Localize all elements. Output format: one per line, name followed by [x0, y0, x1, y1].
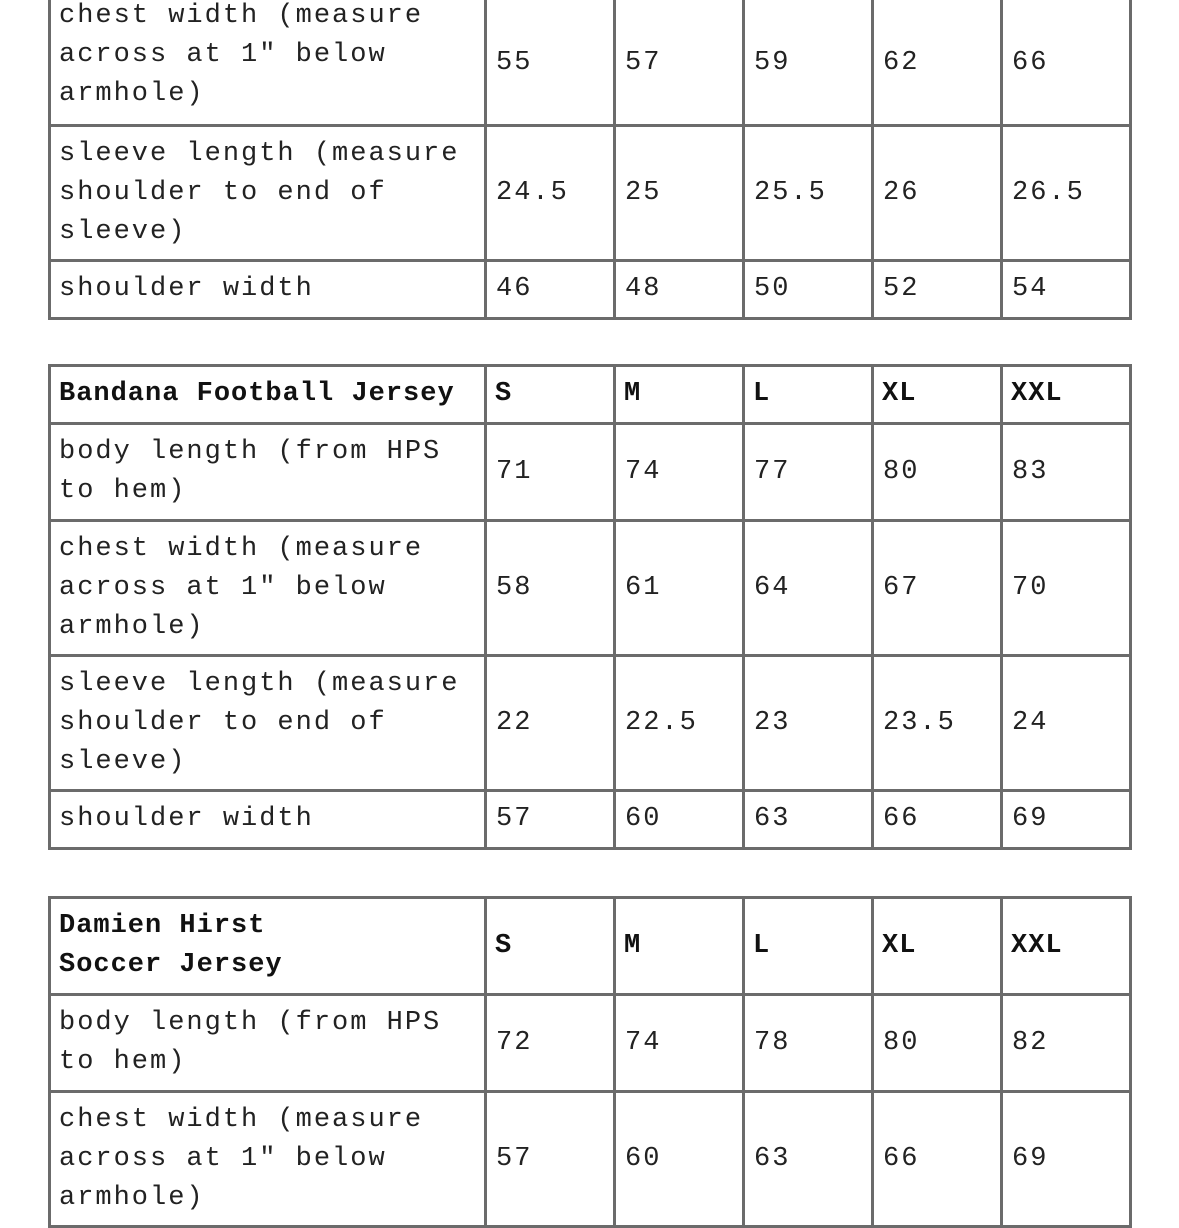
size-value: 57	[486, 791, 615, 849]
size-value: 57	[615, 0, 744, 126]
size-header: L	[744, 366, 873, 424]
size-chart-table-hirst	[48, 896, 1132, 1228]
size-value: 83	[1002, 424, 1131, 521]
size-value: 22	[486, 656, 615, 791]
size-value: 25	[615, 126, 744, 261]
size-value: 66	[873, 1092, 1002, 1227]
size-value: 57	[486, 1092, 615, 1227]
size-value: 58	[486, 521, 615, 656]
product-name: Damien Hirst Soccer Jersey	[50, 898, 486, 995]
size-header: XXL	[1002, 898, 1131, 995]
size-value: 80	[873, 995, 1002, 1092]
size-value: 55	[486, 0, 615, 126]
size-value: 78	[744, 995, 873, 1092]
size-value: 67	[873, 521, 1002, 656]
size-value: 66	[873, 791, 1002, 849]
size-value: 64	[744, 521, 873, 656]
size-header: M	[615, 898, 744, 995]
size-value: 61	[615, 521, 744, 656]
size-value: 82	[1002, 995, 1131, 1092]
size-header: XL	[873, 366, 1002, 424]
size-value: 22.5	[615, 656, 744, 791]
size-value: 80	[873, 424, 1002, 521]
size-header: S	[486, 898, 615, 995]
size-value: 46	[486, 261, 615, 319]
size-header: XL	[873, 898, 1002, 995]
table-row	[50, 995, 1131, 1092]
size-chart-table-previous	[48, 0, 1132, 320]
size-value: 69	[1002, 791, 1131, 849]
size-value: 24.5	[486, 126, 615, 261]
measurement-label: body length (from HPS to hem)	[50, 995, 486, 1092]
product-name: Bandana Football Jersey	[50, 366, 486, 424]
size-value: 74	[615, 995, 744, 1092]
table-row	[50, 126, 1131, 261]
size-value: 23.5	[873, 656, 1002, 791]
size-value: 54	[1002, 261, 1131, 319]
size-value: 62	[873, 0, 1002, 126]
table-row	[50, 791, 1131, 849]
measurement-label: chest width (measure across at 1" below armhole)	[50, 0, 486, 126]
size-value: 60	[615, 791, 744, 849]
table-header-row	[50, 366, 1131, 424]
measurement-label: chest width (measure across at 1" below armhole)	[50, 521, 486, 656]
size-value: 23	[744, 656, 873, 791]
size-value: 48	[615, 261, 744, 319]
measurement-label: shoulder width	[50, 261, 486, 319]
size-value: 24	[1002, 656, 1131, 791]
size-chart-table-bandana	[48, 364, 1132, 850]
size-value: 66	[1002, 0, 1131, 126]
size-header: S	[486, 366, 615, 424]
size-value: 25.5	[744, 126, 873, 261]
size-value: 59	[744, 0, 873, 126]
table-row	[50, 261, 1131, 319]
size-value: 74	[615, 424, 744, 521]
size-value: 71	[486, 424, 615, 521]
size-header: L	[744, 898, 873, 995]
size-header: XXL	[1002, 366, 1131, 424]
table-row	[50, 424, 1131, 521]
measurement-label: sleeve length (measure shoulder to end of sleeve)	[50, 656, 486, 791]
measurement-label: body length (from HPS to hem)	[50, 424, 486, 521]
measurement-label: sleeve length (measure shoulder to end of sleeve)	[50, 126, 486, 261]
size-value: 63	[744, 791, 873, 849]
size-value: 26	[873, 126, 1002, 261]
size-value: 77	[744, 424, 873, 521]
size-value: 63	[744, 1092, 873, 1227]
table-header-row	[50, 898, 1131, 995]
measurement-label: shoulder width	[50, 791, 486, 849]
table-row	[50, 521, 1131, 656]
table-row	[50, 1092, 1131, 1227]
size-value: 69	[1002, 1092, 1131, 1227]
measurement-label: chest width (measure across at 1" below armhole)	[50, 1092, 486, 1227]
size-value: 72	[486, 995, 615, 1092]
size-header: M	[615, 366, 744, 424]
table-row	[50, 0, 1131, 126]
size-value: 60	[615, 1092, 744, 1227]
size-value: 26.5	[1002, 126, 1131, 261]
size-value: 50	[744, 261, 873, 319]
size-value: 52	[873, 261, 1002, 319]
size-value: 70	[1002, 521, 1131, 656]
table-row	[50, 656, 1131, 791]
